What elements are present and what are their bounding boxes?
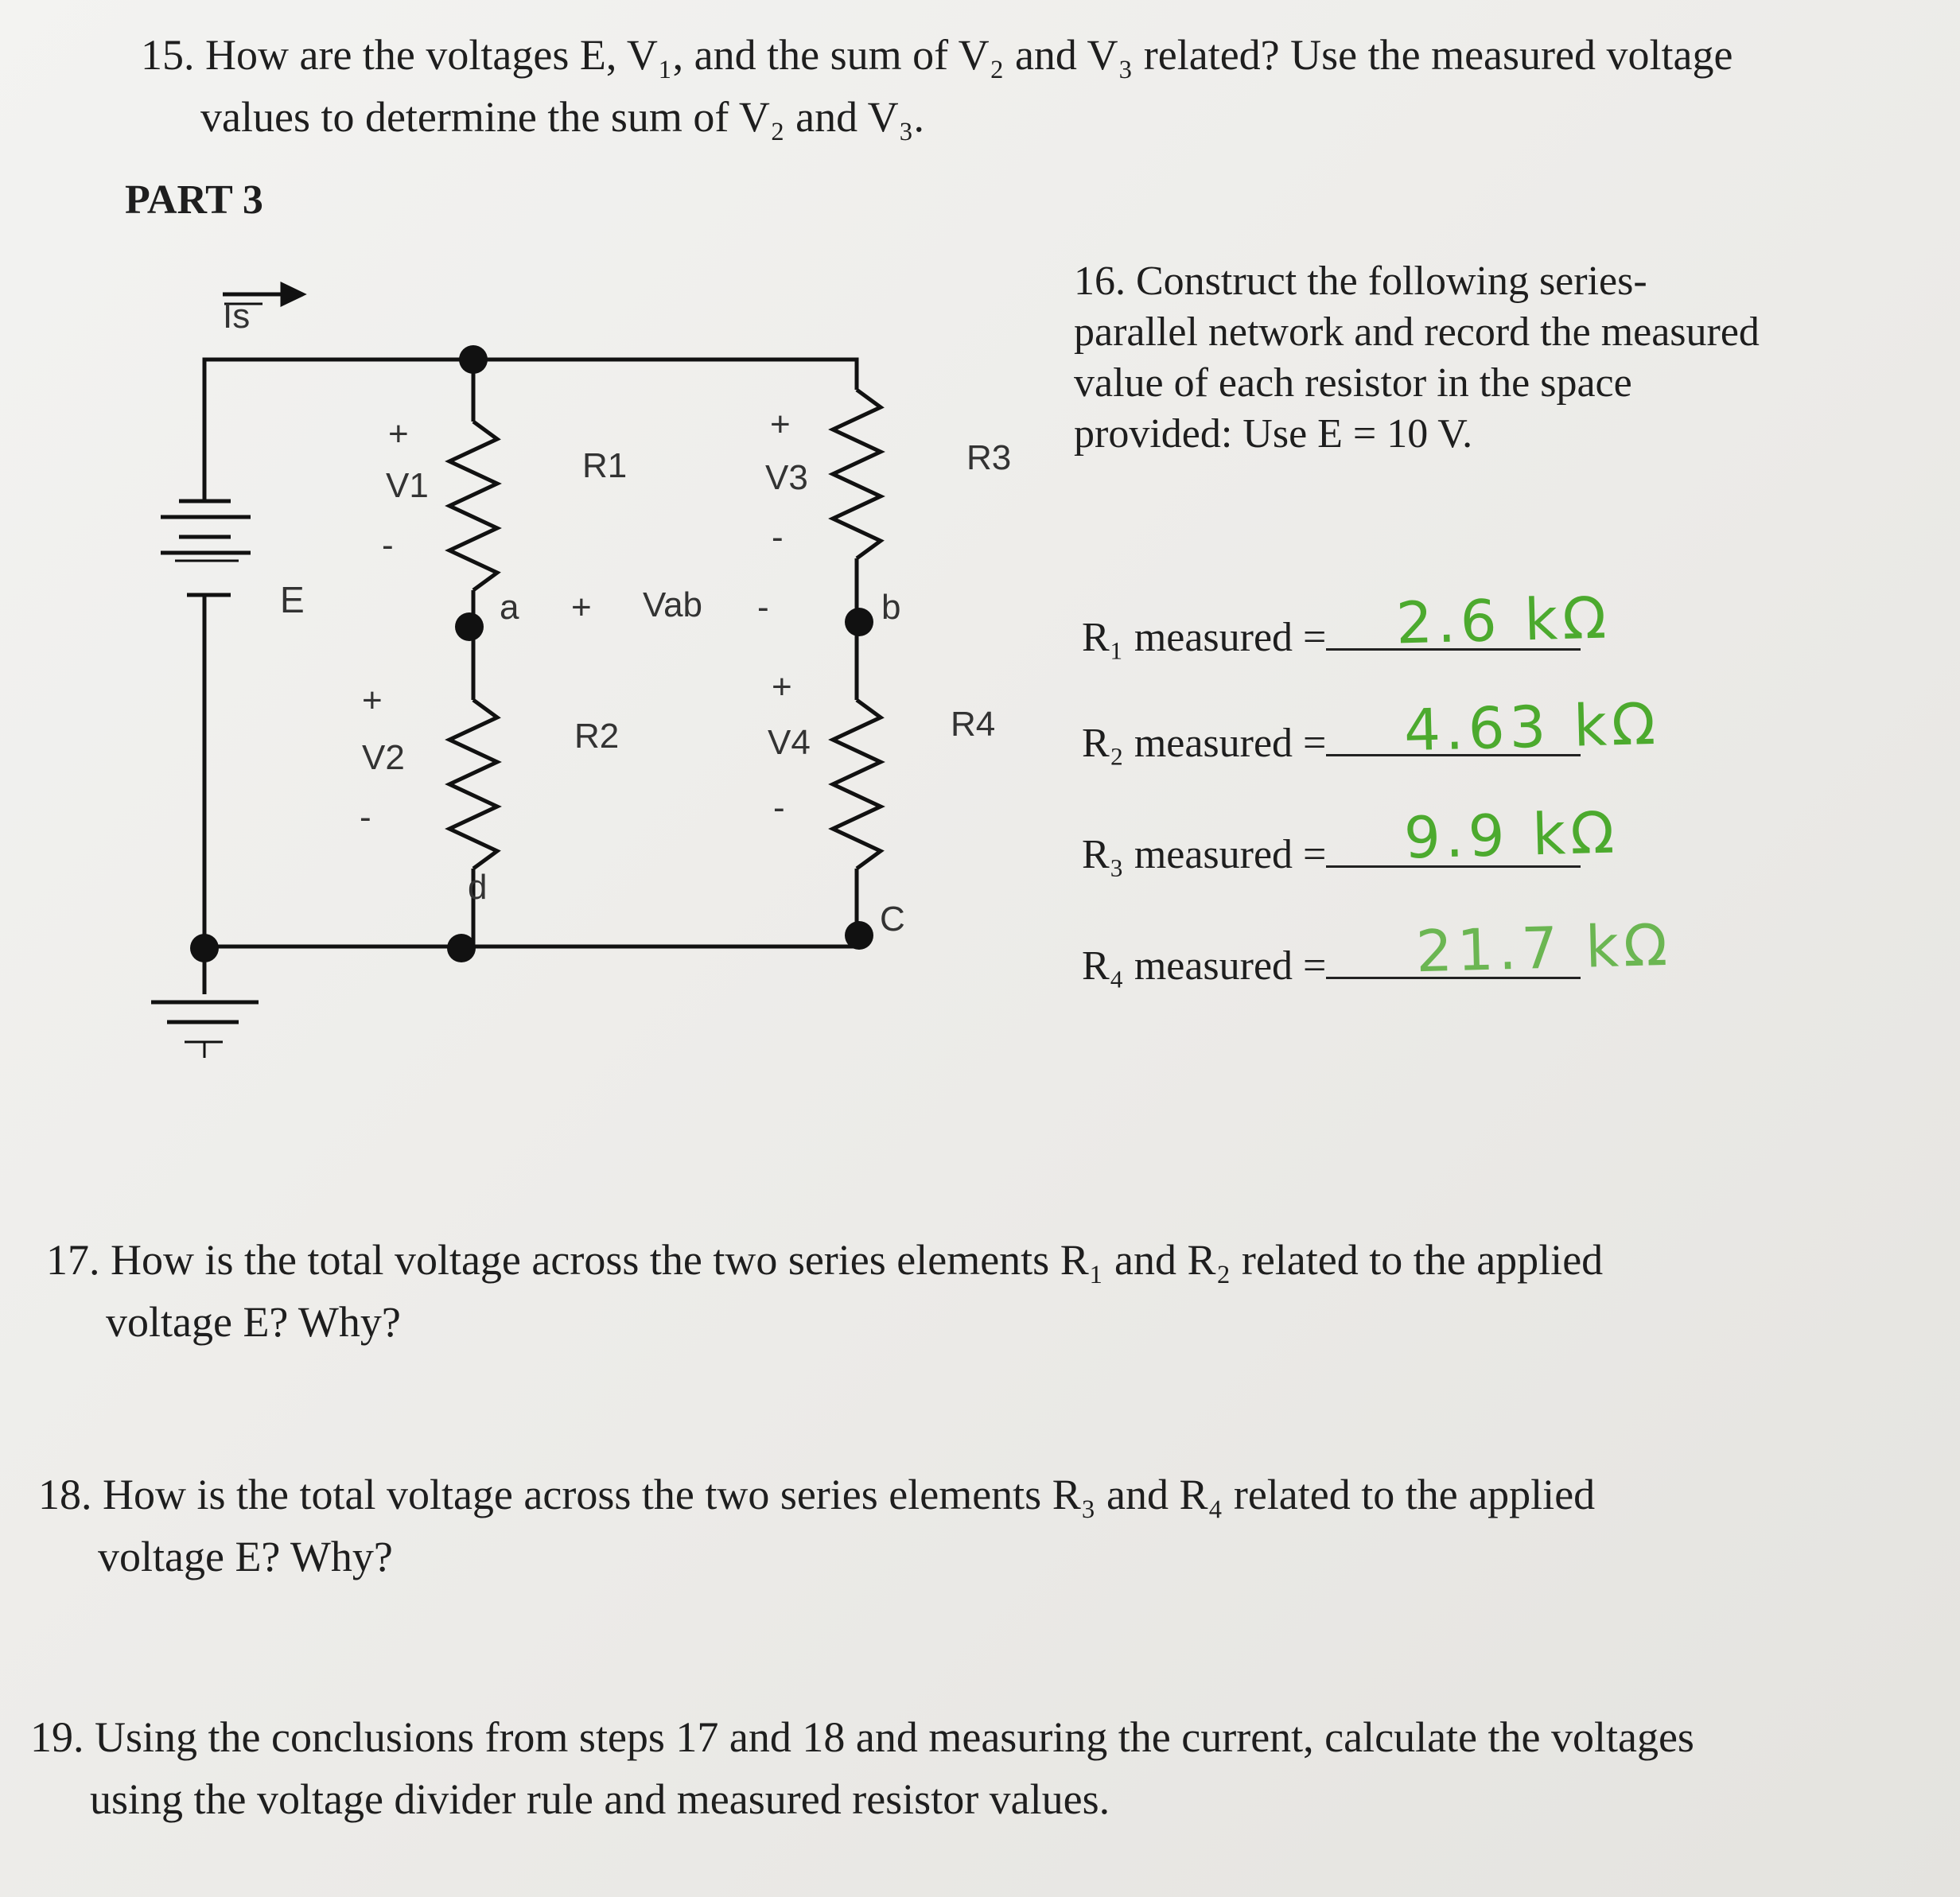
v2-label: V2 [362, 738, 405, 777]
question-16-line-2: parallel network and record the measured [1074, 309, 1760, 355]
r4-label: R4 [951, 705, 996, 744]
resistor-r3 [833, 390, 881, 558]
node-top [459, 345, 488, 374]
vab-plus: + [571, 588, 592, 627]
v3-label: V3 [765, 458, 808, 497]
v1-label: V1 [386, 466, 429, 505]
question-19 [30, 1706, 1694, 1830]
question-18-line-2: voltage E? Why? [98, 1533, 393, 1580]
resistor-r4 [833, 700, 881, 869]
node-c-label: C [880, 900, 905, 939]
is-label: Is [223, 297, 251, 336]
v2-minus: - [360, 798, 371, 837]
v1-plus: + [388, 414, 409, 453]
e-label: E [280, 579, 305, 620]
v1-minus: - [382, 526, 394, 565]
r1-measured-value: 2.6 kΩ [1394, 584, 1612, 657]
question-15 [141, 24, 1732, 148]
resistor-r1 [449, 422, 497, 590]
r2-measured-value: 4.63 kΩ [1402, 690, 1661, 764]
node-b-dot [845, 608, 873, 636]
r3-label: R3 [966, 438, 1012, 477]
resistor-r2 [449, 700, 497, 869]
node-b-label: b [881, 588, 901, 627]
v4-label: V4 [768, 723, 811, 762]
is-arrow-head [282, 285, 302, 304]
r3-measured-label: R₃ measured = [1082, 832, 1327, 877]
r4-measured-value: 21.7 kΩ [1414, 911, 1673, 985]
ground-symbol [151, 947, 259, 1058]
r2-measured-label: R₂ measured = [1082, 721, 1327, 766]
question-16-line-3: value of each resistor in the space [1074, 360, 1632, 406]
question-16-line-4: provided: Use E = 10 V. [1074, 411, 1473, 457]
battery-symbol [161, 501, 251, 561]
v3-minus: - [772, 518, 784, 557]
question-17 [46, 1229, 1603, 1353]
r1-label: R1 [582, 446, 628, 485]
node-bottom-left [190, 934, 219, 962]
v3-plus: + [770, 405, 791, 444]
node-a-label: a [500, 588, 519, 627]
vab-minus: - [757, 588, 769, 627]
r1-measured-label: R₁ measured = [1082, 615, 1327, 660]
question-18-line-1: 18. How is the total voltage across the two series elements R₃ and R₄ related to the applied [38, 1471, 1596, 1518]
node-d-label: d [468, 868, 488, 907]
node-d-dot [447, 934, 476, 962]
v4-plus: + [772, 667, 792, 706]
r2-label: R2 [574, 717, 620, 756]
r3-measured-value: 9.9 kΩ [1402, 799, 1620, 872]
question-15-line-1: 15. How are the voltages E, V₁, and the sum of V₂ and V₃ related? Use the measured voltage [141, 31, 1733, 79]
node-a-dot [455, 612, 484, 641]
question-19-line-2: using the voltage divider rule and measured resistor values. [90, 1775, 1110, 1823]
question-17-line-1: 17. How is the total voltage across the two series elements R₁ and R₂ related to the applied [46, 1236, 1604, 1284]
v4-minus: - [773, 788, 785, 827]
v2-plus: + [362, 681, 383, 720]
part-title: PART 3 [125, 177, 263, 223]
question-15-line-2: values to determine the sum of V₂ and V₃. [200, 93, 924, 141]
r4-measured-label: R₄ measured = [1082, 943, 1327, 989]
circuit-diagram [111, 262, 1161, 1137]
question-17-line-2: voltage E? Why? [106, 1298, 401, 1346]
question-16-line-1: 16. Construct the following series- [1074, 259, 1647, 304]
question-19-line-1: 19. Using the conclusions from steps 17 and 18 and measuring the current, calculate the voltages [30, 1713, 1694, 1761]
node-c-dot [845, 921, 873, 950]
vab-label: Vab [643, 585, 703, 624]
top-wire [204, 360, 857, 501]
question-18 [38, 1464, 1595, 1588]
question-16 [1074, 256, 1760, 460]
